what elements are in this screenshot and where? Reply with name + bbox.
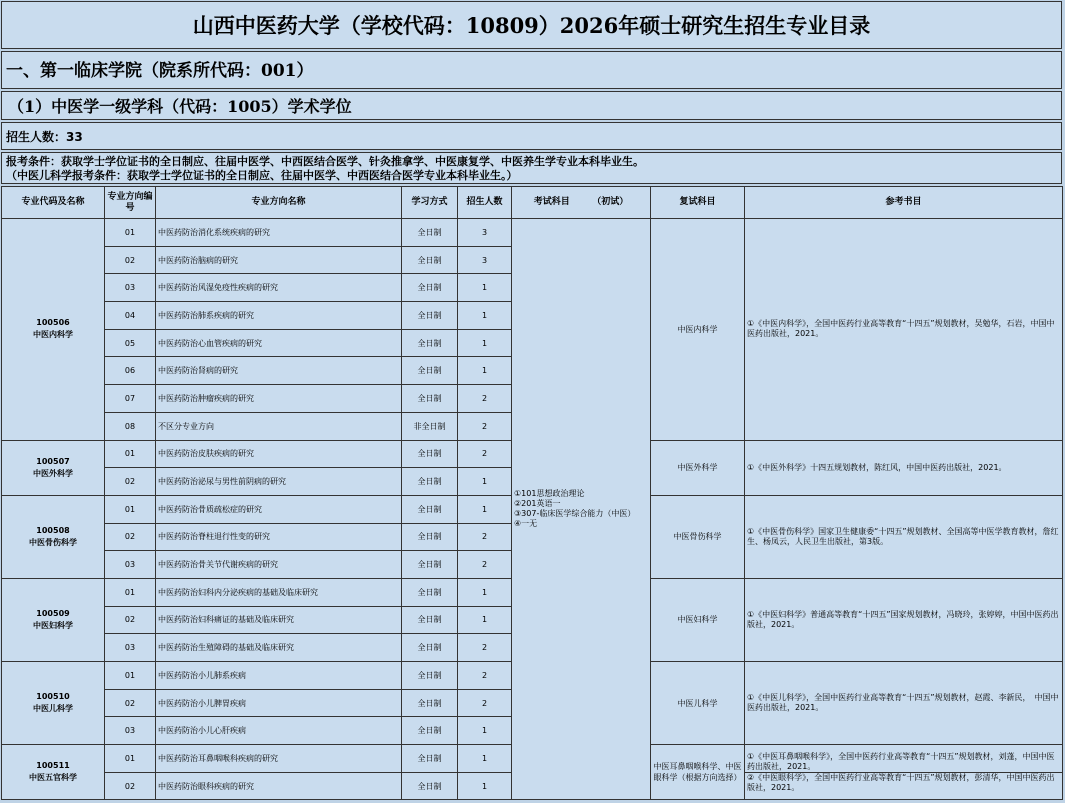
study-mode: 全日制 bbox=[402, 523, 458, 551]
direction-name: 中医药防治小儿肺系疾病 bbox=[156, 662, 402, 690]
direction-number: 02 bbox=[105, 606, 156, 634]
direction-number: 05 bbox=[105, 329, 156, 357]
study-mode: 全日制 bbox=[402, 606, 458, 634]
study-mode: 全日制 bbox=[402, 246, 458, 274]
direction-number: 02 bbox=[105, 468, 156, 496]
quota-count: 3 bbox=[458, 219, 512, 247]
reference-books: ①《中医儿科学》，全国中医药行业高等教育“十四五”规划教材，赵霞、李新民， 中国中医药出版社，2021。 bbox=[745, 662, 1063, 745]
quota-count: 1 bbox=[458, 606, 512, 634]
col-header-dir-no: 专业方向编号 bbox=[105, 187, 156, 219]
direction-name: 中医药防治眼科疾病的研究 bbox=[156, 772, 402, 800]
direction-name: 中医药防治耳鼻咽喉科疾病的研究 bbox=[156, 745, 402, 773]
retest-subject: 中医骨伤科学 bbox=[651, 495, 745, 578]
study-mode: 全日制 bbox=[402, 578, 458, 606]
major-code: 100511 bbox=[36, 761, 70, 771]
direction-name: 中医药防治肿瘤疾病的研究 bbox=[156, 385, 402, 413]
direction-name: 中医药防治小儿脾胃疾病 bbox=[156, 689, 402, 717]
direction-number: 01 bbox=[105, 219, 156, 247]
col-header-mode: 学习方式 bbox=[402, 187, 458, 219]
study-mode: 全日制 bbox=[402, 274, 458, 302]
quota-count: 1 bbox=[458, 495, 512, 523]
quota-count: 2 bbox=[458, 689, 512, 717]
major-name: 中医外科学 bbox=[33, 468, 73, 478]
quota-count: 2 bbox=[458, 662, 512, 690]
study-mode: 非全日制 bbox=[402, 412, 458, 440]
catalog-table bbox=[1, 186, 1063, 800]
table-row bbox=[2, 219, 1063, 247]
retest-subject: 中医耳鼻咽喉科学、中医眼科学（根据方向选择） bbox=[651, 745, 745, 800]
direction-name: 中医药防治脊柱退行性变的研究 bbox=[156, 523, 402, 551]
major-cell bbox=[2, 662, 105, 745]
reference-books bbox=[745, 745, 1063, 800]
direction-name: 中医药防治风湿免疫性疾病的研究 bbox=[156, 274, 402, 302]
reference-book-item: ①《中医耳鼻咽喉科学》，全国中医药行业高等教育“十四五”规划教材，刘蓬，中国中医药出版社，2021。 bbox=[747, 751, 1055, 771]
retest-subject: 中医内科学 bbox=[651, 219, 745, 441]
requirement-line: （中医儿科学报考条件：获取学士学位证书的全日制应、往届中医学、中西医结合医学专业本科毕业生。） bbox=[6, 169, 518, 182]
direction-number: 01 bbox=[105, 578, 156, 606]
col-header-books: 参考书目 bbox=[745, 187, 1063, 219]
study-mode: 全日制 bbox=[402, 468, 458, 496]
direction-name: 中医药防治生殖障碍的基础及临床研究 bbox=[156, 634, 402, 662]
direction-name: 不区分专业方向 bbox=[156, 412, 402, 440]
major-name: 中医内科学 bbox=[33, 330, 73, 340]
reference-books: ①《中医内科学》，全国中医药行业高等教育“十四五”规划教材，吴勉华，石岩，中国中医药出版社，2021。 bbox=[745, 219, 1063, 441]
study-mode: 全日制 bbox=[402, 329, 458, 357]
col-header-exam: 考试科目 （初试） bbox=[512, 187, 651, 219]
direction-name: 中医药防治小儿心肝疾病 bbox=[156, 717, 402, 745]
quota-count: 1 bbox=[458, 717, 512, 745]
discipline-heading: （1）中医学一级学科（代码：1005）学术学位 bbox=[1, 91, 1062, 120]
exam-subjects: ①101思想政治理论 ②201英语一 ③307-临床医学综合能力（中医） ④一无 bbox=[512, 219, 651, 800]
direction-number: 01 bbox=[105, 495, 156, 523]
study-mode: 全日制 bbox=[402, 495, 458, 523]
quota-count: 1 bbox=[458, 357, 512, 385]
direction-name: 中医药防治泌尿与男性前阴病的研究 bbox=[156, 468, 402, 496]
direction-number: 01 bbox=[105, 745, 156, 773]
direction-name: 中医药防治妇科痛证的基础及临床研究 bbox=[156, 606, 402, 634]
retest-subject: 中医妇科学 bbox=[651, 578, 745, 661]
major-cell bbox=[2, 578, 105, 661]
major-code: 100510 bbox=[36, 692, 70, 702]
direction-name: 中医药防治肾病的研究 bbox=[156, 357, 402, 385]
study-mode: 全日制 bbox=[402, 772, 458, 800]
page-title: 山西中医药大学（学校代码：10809）2026年硕士研究生招生专业目录 bbox=[1, 1, 1062, 49]
col-header-code: 专业代码及名称 bbox=[2, 187, 105, 219]
direction-name: 中医药防治骨质疏松症的研究 bbox=[156, 495, 402, 523]
study-mode: 全日制 bbox=[402, 634, 458, 662]
study-mode: 全日制 bbox=[402, 357, 458, 385]
reference-books: ①《中医妇科学》普通高等教育“十四五”国家规划教材，冯晓玲，张婷婷，中国中医药出版社，2021。 bbox=[745, 578, 1063, 661]
quota-count: 2 bbox=[458, 440, 512, 468]
quota-count: 1 bbox=[458, 578, 512, 606]
major-code: 100506 bbox=[36, 318, 70, 328]
direction-name: 中医药防治肺系疾病的研究 bbox=[156, 302, 402, 330]
col-header-dir-name: 专业方向名称 bbox=[156, 187, 402, 219]
study-mode: 全日制 bbox=[402, 717, 458, 745]
study-mode: 全日制 bbox=[402, 745, 458, 773]
reference-books: ①《中医外科学》十四五规划教材，陈红风，中国中医药出版社，2021。 bbox=[745, 440, 1063, 495]
reference-book-item: ②《中医眼科学》，全国中医药行业高等教育“十四五”规划教材，彭清华，中国中医药出版社，2021。 bbox=[745, 772, 1062, 793]
direction-number: 07 bbox=[105, 385, 156, 413]
quota-count: 2 bbox=[458, 385, 512, 413]
direction-number: 06 bbox=[105, 357, 156, 385]
retest-subject: 中医外科学 bbox=[651, 440, 745, 495]
direction-number: 04 bbox=[105, 302, 156, 330]
major-cell bbox=[2, 745, 105, 800]
study-mode: 全日制 bbox=[402, 551, 458, 579]
quota-count: 3 bbox=[458, 246, 512, 274]
study-mode: 全日制 bbox=[402, 440, 458, 468]
direction-number: 02 bbox=[105, 246, 156, 274]
table-header-row bbox=[2, 187, 1063, 219]
direction-number: 03 bbox=[105, 634, 156, 662]
col-header-quota: 招生人数 bbox=[458, 187, 512, 219]
col-header-retest: 复试科目 bbox=[651, 187, 745, 219]
quota-count: 1 bbox=[458, 745, 512, 773]
college-heading: 一、第一临床学院（院系所代码：001） bbox=[1, 51, 1062, 89]
major-name: 中医儿科学 bbox=[33, 704, 73, 714]
quota-count: 1 bbox=[458, 274, 512, 302]
quota-count: 1 bbox=[458, 302, 512, 330]
quota-count: 1 bbox=[458, 329, 512, 357]
direction-name: 中医药防治妇科内分泌疾病的基础及临床研究 bbox=[156, 578, 402, 606]
study-mode: 全日制 bbox=[402, 302, 458, 330]
direction-name: 中医药防治骨关节代谢疾病的研究 bbox=[156, 551, 402, 579]
requirement-line: 报考条件：获取学士学位证书的全日制应、往届中医学、中西医结合医学、针灸推拿学、中医康复学、中医养生学专业本科毕业生。 bbox=[6, 155, 644, 168]
major-code: 100508 bbox=[36, 525, 70, 535]
direction-name: 中医药防治皮肤疾病的研究 bbox=[156, 440, 402, 468]
study-mode: 全日制 bbox=[402, 689, 458, 717]
retest-subject: 中医儿科学 bbox=[651, 662, 745, 745]
direction-number: 01 bbox=[105, 440, 156, 468]
major-name: 中医骨伤科学 bbox=[29, 537, 77, 547]
major-cell bbox=[2, 495, 105, 578]
major-cell bbox=[2, 219, 105, 441]
table-body bbox=[2, 219, 1063, 800]
direction-number: 08 bbox=[105, 412, 156, 440]
enrollment-count: 招生人数：33 bbox=[1, 122, 1062, 150]
quota-count: 2 bbox=[458, 412, 512, 440]
quota-count: 2 bbox=[458, 634, 512, 662]
direction-number: 02 bbox=[105, 523, 156, 551]
study-mode: 全日制 bbox=[402, 219, 458, 247]
quota-count: 1 bbox=[458, 772, 512, 800]
major-code: 100507 bbox=[36, 456, 70, 466]
major-cell bbox=[2, 440, 105, 495]
direction-number: 03 bbox=[105, 274, 156, 302]
direction-number: 02 bbox=[105, 689, 156, 717]
direction-name: 中医药防治脑病的研究 bbox=[156, 246, 402, 274]
quota-count: 2 bbox=[458, 523, 512, 551]
direction-number: 03 bbox=[105, 717, 156, 745]
study-mode: 全日制 bbox=[402, 662, 458, 690]
major-name: 中医妇科学 bbox=[33, 620, 73, 630]
direction-number: 03 bbox=[105, 551, 156, 579]
direction-number: 02 bbox=[105, 772, 156, 800]
study-mode: 全日制 bbox=[402, 385, 458, 413]
direction-number: 01 bbox=[105, 662, 156, 690]
reference-books: ①《中医骨伤科学》国家卫生健康委“十四五”规划教材、全国高等中医学教育教材，詹红生、杨凤云，人民卫生出版社，第3版。 bbox=[745, 495, 1063, 578]
direction-name: 中医药防治心血管疾病的研究 bbox=[156, 329, 402, 357]
quota-count: 2 bbox=[458, 551, 512, 579]
major-name: 中医五官科学 bbox=[29, 773, 77, 783]
requirements-text bbox=[1, 152, 1062, 184]
quota-count: 1 bbox=[458, 468, 512, 496]
direction-name: 中医药防治消化系统疾病的研究 bbox=[156, 219, 402, 247]
major-code: 100509 bbox=[36, 608, 70, 618]
